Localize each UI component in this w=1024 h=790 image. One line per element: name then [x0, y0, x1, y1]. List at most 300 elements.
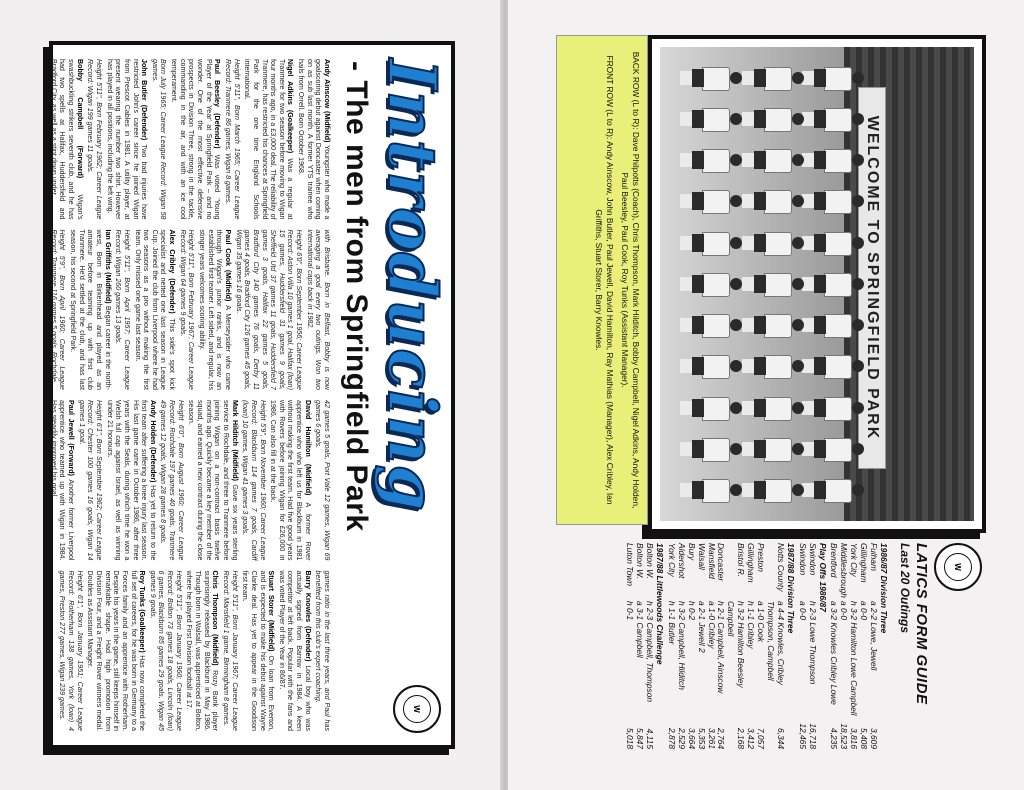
team-photo: [660, 47, 974, 521]
player-legs: [742, 318, 754, 332]
player-figure: [802, 477, 864, 503]
player-shirt: [702, 397, 730, 421]
player-name: John Butler (Defender): [140, 59, 149, 145]
player-shorts: [754, 357, 766, 375]
player-row: [802, 57, 864, 511]
player-figure: [680, 65, 742, 91]
player-shorts: [814, 192, 826, 210]
player-figure: [802, 106, 864, 132]
player-head: [792, 195, 804, 207]
player-name: Nigel Adkins (Goalkeeper): [286, 59, 295, 159]
player-shorts: [754, 110, 766, 128]
article-paragraph: [68, 230, 111, 391]
player-head: [792, 402, 804, 414]
player-shirt: [764, 67, 792, 91]
form-guide-attendance: 3,412: [746, 728, 757, 749]
form-guide-team: Doncaster: [716, 543, 727, 582]
paragraph-text: Height 5'11", Born January 1960; Career League Record: Bolton 73 games 18 goals, Lincoln (loan) 6 games, Blackburn 85 games 29 goals, Wigan 45 games 9 goals.: [148, 570, 183, 731]
player-shirt: [702, 273, 730, 297]
player-shirt: [764, 108, 792, 132]
club-crest-icon-small: [934, 543, 982, 591]
form-guide-team: Gillingham: [746, 543, 757, 583]
player-head: [730, 484, 742, 496]
paragraph-text: A Merseysider who came through Wigan's junior ranks, and is now an established first teamer. Left sided, and regular, his stinger years welcomes scoring ability.: [198, 229, 232, 390]
player-shorts: [754, 275, 766, 293]
player-figure: [742, 230, 804, 256]
form-guide-attendance: 2,878: [666, 728, 677, 749]
player-shorts: [692, 234, 704, 252]
player-legs: [742, 483, 754, 497]
paragraph-text: Born July 1965; Career League Record: Wigan 58 games.: [150, 59, 168, 220]
player-shorts: [814, 69, 826, 87]
player-legs: [742, 194, 754, 208]
player-name: David Hamilton (Midfield): [303, 400, 312, 503]
player-name: Mark Hilditch (Midfield): [230, 400, 239, 485]
player-legs: [680, 442, 692, 456]
player-legs: [680, 71, 692, 85]
form-guide-row: [807, 543, 817, 749]
paragraph-text: Another former Liverpool apprentice who teamed up with Wigan in 1984. Has steadily improved his goal: [49, 400, 76, 561]
player-head: [730, 154, 742, 166]
player-shirt: [702, 314, 730, 338]
article-paragraph: [314, 400, 331, 561]
player-shorts: [692, 151, 704, 169]
article-paragraph: [77, 400, 103, 561]
form-guide-team: York City: [849, 543, 860, 577]
player-shirt: [764, 232, 792, 256]
form-guide-attendance: 2,529: [676, 728, 687, 749]
form-guide-result: h 2-1 Campbell, Ainscow: [716, 601, 727, 694]
player-shorts: [754, 234, 766, 252]
player-head: [730, 319, 742, 331]
player-figure: [680, 230, 742, 256]
paragraph-text: Height 5'9", Born April 1960; Career League Record: Tranmere 116 games 5 goals, Rochdale: [49, 229, 67, 390]
player-legs: [742, 442, 754, 456]
player-head: [852, 402, 864, 414]
player-figure: [680, 188, 742, 214]
player-name: Chris Thompson (Midfield): [211, 570, 220, 671]
player-shorts: [814, 316, 826, 334]
player-head: [852, 113, 864, 125]
form-guide-table: [624, 543, 890, 749]
player-shorts: [814, 481, 826, 499]
player-shirt: [824, 67, 852, 91]
form-guide-result: h 1-1 Cribley: [746, 601, 757, 649]
player-shirt: [764, 190, 792, 214]
player-shorts: [692, 192, 704, 210]
player-legs: [742, 112, 754, 126]
player-head: [792, 278, 804, 290]
form-guide-attendance: 3,664: [686, 728, 697, 749]
paragraph-text: Height 5'11", Born February 1967; Career League Record: Wigan 64 games 9 goals.: [178, 229, 196, 390]
player-head: [792, 113, 804, 125]
player-shorts: [814, 110, 826, 128]
article-paragraph: [49, 230, 66, 391]
article-paragraph: [187, 400, 239, 561]
player-head: [730, 360, 742, 372]
player-legs: [680, 359, 692, 373]
player-legs: [742, 401, 754, 415]
player-figure: [742, 65, 804, 91]
paragraph-text: Height 5'9", Born November 1960; Career League Record: Blackburn 114 games 7 goals, Cardiff (loan) 10 games, Wigan 41 games 3 goals.: [241, 400, 267, 561]
article-column-4: [58, 570, 331, 732]
paragraph-text: Height 5'11", Born April 1957; Career League Record: Wigan 260 games 13 goals.: [114, 229, 131, 390]
player-name: Paul Beesley (Defender): [213, 59, 222, 155]
player-head: [730, 195, 742, 207]
player-name: Andy Holden (Defender): [148, 400, 157, 486]
form-guide-result: h 2-3 Campbell, Thompson: [645, 601, 656, 703]
form-guide-team: Aldershot: [676, 543, 687, 579]
article-paragraph: [305, 230, 331, 391]
player-shorts: [814, 399, 826, 417]
player-figure: [742, 436, 804, 462]
player-figure: [742, 271, 804, 297]
article-paragraph: [105, 59, 148, 220]
player-shirt: [702, 479, 730, 503]
article-paragraph: [133, 230, 176, 391]
player-figure: [802, 147, 864, 173]
player-shirt: [702, 232, 730, 256]
article-paragraph: [243, 59, 295, 220]
player-shirt: [702, 355, 730, 379]
form-guide-attendance: 5,018: [625, 728, 636, 749]
form-guide-subtitle: Last 20 Outings: [898, 543, 912, 634]
introducing-article: [49, 41, 455, 749]
stadium-banner: WELCOME TO SPRINGFIELD PARK: [858, 87, 886, 469]
player-shorts: [692, 275, 704, 293]
player-shorts: [692, 69, 704, 87]
player-shirt: [824, 479, 852, 503]
player-figure: [742, 106, 804, 132]
article-paragraph: [150, 59, 167, 220]
player-head: [792, 72, 804, 84]
form-guide-result: a 4-4 Knowles, Cribley Thompson, Campbell: [766, 601, 786, 685]
player-shorts: [754, 440, 766, 458]
form-guide-row: [868, 543, 878, 749]
player-head: [852, 360, 864, 372]
player-figure: [680, 395, 742, 421]
paragraph-text: Gave six years sterling service to Rochdale, and three to Tranmere before joining Wigan on a non-contract basis twelve months ago. Quickly became a key member of the squad, and earned a new contract during the close season.: [187, 400, 239, 561]
article-columns: [49, 59, 331, 731]
form-guide-section: 1987/88 Division Three: [785, 543, 796, 634]
article-paragraph: [185, 571, 220, 732]
article-title-script: Introducing: [373, 59, 451, 512]
player-figure: [802, 65, 864, 91]
form-guide-attendance: 4,115: [645, 728, 656, 749]
form-guide-title: LATICS FORM GUIDE: [913, 543, 930, 705]
player-shirt: [764, 273, 792, 297]
player-figure: [802, 271, 864, 297]
player-legs: [742, 359, 754, 373]
article-paragraph: [296, 59, 331, 220]
player-shirt: [702, 190, 730, 214]
player-legs: [742, 236, 754, 250]
article-column-1: [49, 59, 331, 220]
article-paragraph: [241, 400, 267, 561]
player-shorts: [754, 151, 766, 169]
form-guide-team: Notts County: [775, 543, 786, 592]
form-guide-section: Play Offs 1986/87: [817, 543, 828, 612]
form-guide-row: [848, 543, 858, 749]
player-shirt: [824, 397, 852, 421]
paragraph-text: Height 5'11", Born February 1962; Career League Record: Wigan 199 games 11 goals.: [86, 59, 103, 220]
player-head: [792, 237, 804, 249]
player-legs: [680, 112, 692, 126]
player-shirt: [764, 438, 792, 462]
paragraph-text: On loan from Everton, and is expected to make his debut against Wayne Clarke deal. Has yet to appear in the Goodison first team.: [241, 570, 276, 731]
paragraph-text: Has yet to return to the first team after suffering a knee injury last season. His last game came in October 1986, after three years with the Seals, during which time he won a Welsh full cap against Israel, as well as winning under 21 honours.: [105, 400, 157, 561]
form-guide-attendance: 12,465: [797, 723, 808, 749]
form-guide-row: [634, 543, 644, 749]
player-figure: [680, 436, 742, 462]
form-guide-attendance: 6,344: [775, 728, 786, 749]
player-shirt: [702, 438, 730, 462]
paragraph-text: Height 5'11", Born March 1965; Career League Record: Tranmere 86 games, Wigan 8 games.: [223, 59, 241, 220]
form-guide-team: York City: [666, 543, 677, 577]
player-head: [852, 237, 864, 249]
article-paragraph: [58, 571, 84, 732]
players-group: [664, 57, 864, 511]
article-paragraph: [223, 59, 240, 220]
paragraph-text: Was voted 'Young Player of the Year' at Springfield Park – and no wonder. One of the most effective defensive prospects in Division Three, strong in the tackle, commanding in the air, and with an ice cool temperament.: [170, 59, 222, 220]
player-shirt: [764, 314, 792, 338]
player-head: [792, 319, 804, 331]
form-guide-result: a 0-0: [797, 601, 808, 621]
form-guide-row: [676, 543, 686, 749]
player-head: [852, 319, 864, 331]
form-guide-attendance: 5,847: [635, 728, 646, 749]
form-guide-attendance: 7,057: [756, 728, 767, 749]
article-paragraph: [241, 571, 276, 732]
player-shorts: [754, 316, 766, 334]
form-guide-team: Swindon: [797, 543, 808, 576]
player-row: [680, 57, 742, 511]
form-guide-row: [686, 543, 696, 749]
player-head: [852, 278, 864, 290]
player-head: [792, 154, 804, 166]
player-name: Andy Ainscow (Midfield): [323, 59, 331, 146]
player-shirt: [824, 314, 852, 338]
player-figure: [680, 477, 742, 503]
player-shirt: [824, 190, 852, 214]
form-guide-row: [838, 543, 848, 749]
player-legs: [742, 277, 754, 291]
player-figure: [680, 312, 742, 338]
form-guide-row: [696, 543, 706, 749]
player-figure: [802, 395, 864, 421]
paragraph-text: Has now completed the full set of careers, for he was born in Germany to a Forces family and an apprentice with Rotherham. Despite his years in the game, still keeps himself in remarkable shape. Had high promotion from Division Four, and a Freight Rover winners medal. Doubles as Assistant Manager.: [86, 570, 147, 731]
form-guide-result: a 2-1 Jewell 2: [696, 601, 707, 653]
article-paragraph: [169, 59, 221, 220]
player-head: [852, 484, 864, 496]
paragraph-text: with Brisbane. Born in Belfast, Bobby is now averaging a goal every two outings. Won two international caps back in 1982.: [305, 229, 331, 390]
crest-inner: W: [403, 695, 431, 723]
player-legs: [742, 153, 754, 167]
paragraph-text: Youngster who made a goalscoring debut against Doncaster when coming on as sub last month. A former YTS trainee who hails from Orrell. Born October 1968.: [297, 59, 331, 220]
player-figure: [742, 353, 804, 379]
form-guide-result: h 0-2: [686, 601, 697, 621]
article-paragraph: [221, 571, 238, 732]
player-shorts: [754, 69, 766, 87]
form-guide-team: Preston: [756, 543, 767, 572]
paragraph-text: games ratio in the last three years, and Paul has benefited from this club's expert coaching.: [314, 570, 331, 731]
paragraph-text: Wigan's swashbuckling strikers seventh club, and he has had two spells at Halifax, Huddersfield and Bradford City, as well as a stint down under: [49, 59, 84, 220]
player-shorts: [692, 110, 704, 128]
player-row: [742, 57, 804, 511]
player-head: [852, 72, 864, 84]
player-legs: [680, 236, 692, 250]
paragraph-text: Height 6'0", Born September 1956; Career League Record: Aston Villa 10 games 1 goal, Halifax (loan) 15 games, Huddersfield 31 games 9 goals, Sheffield Utd 37 games 11 goals, Huddersfield 7 games 3 goals, Halifax 22 games 5 goals, Bradford City 140 games 76 goals, Derby 11 games 4 goals, Bradford City 126 games 45 goals, Wigan 35 games 16 goals.: [234, 229, 304, 390]
article-paragraph: [86, 571, 146, 732]
player-shorts: [814, 234, 826, 252]
form-guide-result: a 0-0: [839, 601, 850, 621]
form-guide-section: 1987/88 Littlewoods Challenge: [655, 543, 666, 665]
form-guide-result: a 3-1 Campbell: [635, 601, 646, 658]
player-legs: [680, 401, 692, 415]
form-guide-team: Bolton W.: [635, 543, 646, 579]
form-guide-result: a 1-0 Cribley: [706, 601, 717, 649]
player-legs: [680, 277, 692, 291]
player-shorts: [814, 275, 826, 293]
form-guide-team: Walsall: [696, 543, 707, 570]
form-guide-team: Brentford: [829, 543, 840, 578]
paragraph-text: Height 6'1", Born September 1962; Career League Record: Chester 100 games 16 goals, Wigan 14 games 1 goal.: [77, 400, 103, 561]
player-figure: [742, 477, 804, 503]
form-guide-team: Middlesbrough: [839, 543, 850, 598]
form-guide-result: h 1-1 Butler: [666, 601, 677, 645]
player-shirt: [702, 149, 730, 173]
paragraph-text: Two bad injuries have restricted John's career since he joined Wigan from Prescot Cables in 1981. A utility player, at present wearing the number two shirt. However has played in all positions, including the left wing.: [105, 59, 149, 220]
paragraph-text: Height 6'0", Born August 1960; Career League Record: Rochdale 197 games 40 goals, Tranmere 49 games 12 goals, Wigan 28 games 8 goals.: [159, 400, 185, 561]
player-figure: [680, 147, 742, 173]
article-column-3: [49, 400, 331, 561]
player-shorts: [754, 192, 766, 210]
article-paragraph: [159, 400, 185, 561]
player-head: [730, 443, 742, 455]
paragraph-text: Height 5'11", Born January 1967; Career League Record: Mansfield 1 game, Birmingham 8 games.: [221, 570, 239, 731]
player-shirt: [824, 273, 852, 297]
player-figure: [802, 312, 864, 338]
form-guide-attendance: 4,235: [829, 728, 840, 749]
player-figure: [680, 271, 742, 297]
form-guide-row: [797, 543, 807, 749]
player-shorts: [692, 399, 704, 417]
player-figure: [802, 436, 864, 462]
form-guide-row: [624, 543, 634, 749]
player-head: [730, 278, 742, 290]
player-name: Ian Griffiths (Midfield): [103, 229, 112, 306]
paragraph-text: This side's spot kick specialist and netted one last season in League Cup. Joined the club from Liverpool where he had two seasons as a pro without making the first team. Only missed one game last season.: [133, 229, 177, 390]
player-head: [730, 237, 742, 249]
article-paragraph: [269, 400, 312, 561]
player-shirt: [824, 355, 852, 379]
form-guide-result: h 0-1: [625, 601, 636, 621]
player-figure: [680, 353, 742, 379]
form-guide-attendance: 5,408: [859, 728, 870, 749]
article-column-2: [49, 229, 331, 391]
article-paragraph: [86, 59, 103, 220]
player-shirt: [764, 355, 792, 379]
player-legs: [742, 71, 754, 85]
form-guide: [546, 535, 986, 755]
paragraph-text: Rozy Bank player surprisingly released by Blackburn in May 1986. Though born in Walsall, was apprenticed at Bolton, where he played First Division football at 17.: [185, 570, 220, 731]
player-figure: [742, 312, 804, 338]
club-crest-icon: [393, 685, 441, 733]
right-page: [508, 0, 1024, 790]
player-shorts: [814, 357, 826, 375]
form-guide-result: a 2-2 Lowe, Jewell: [869, 601, 880, 671]
player-head: [730, 113, 742, 125]
player-figure: [802, 230, 864, 256]
form-guide-attendance: 3,816: [849, 728, 860, 749]
form-guide-row: [644, 543, 654, 749]
player-shorts: [692, 357, 704, 375]
form-guide-result: a 3-2 Knowles Cribley Lowe: [829, 601, 840, 705]
player-figure: [802, 188, 864, 214]
form-guide-result: h 3-2 Hamilton Beesley Campbell: [726, 601, 747, 688]
article-paragraph: [114, 230, 131, 391]
paragraph-text: A former Rover apprentice who who left us for Blackburn in 1981 without making the first team. Had five good years with Rovers before joining Wigan for £26,000 in 1986. Can also fill in at the back.: [269, 400, 312, 561]
left-page: [0, 0, 504, 790]
player-shorts: [754, 481, 766, 499]
crest-inner-small: W: [944, 553, 972, 581]
player-shirt: [824, 108, 852, 132]
player-name: Bobby Campbell (Forward): [75, 59, 84, 195]
player-name: Paul Cook (Midfield): [223, 229, 232, 306]
form-guide-attendance: 16,718: [807, 723, 818, 749]
article-paragraph: [178, 230, 195, 391]
player-shirt: [824, 438, 852, 462]
form-guide-attendance: 3,609: [869, 728, 880, 749]
form-guide-team: Luton Town: [625, 543, 636, 586]
form-guide-row: [765, 543, 785, 749]
player-name: Paul Jewell (Forward): [67, 400, 76, 480]
player-legs: [680, 318, 692, 332]
player-shirt: [702, 67, 730, 91]
player-head: [730, 72, 742, 84]
form-guide-row: [745, 543, 755, 749]
form-guide-team: Gillingham: [859, 543, 870, 583]
player-shirt: [764, 149, 792, 173]
paragraph-text: Began career in the north-west, Born in Birkenhead and played as an amateur before teaming up with first club Tranmere. He'd settled at the club, and has last season, his second at Springfield Park.: [69, 229, 112, 390]
player-name: Barry Knowles (Defender): [303, 570, 312, 666]
player-head: [792, 484, 804, 496]
form-guide-result: a 1-0 Cook: [756, 601, 767, 642]
article-subtitle: - The men from Springfield Park: [340, 61, 373, 532]
form-guide-attendance: 3,261: [706, 728, 717, 749]
paragraph-text: 42 games 5 goals, Port Vale 12 games, Wigan 69 games 6 goals.: [314, 400, 331, 561]
player-shirt: [764, 479, 792, 503]
player-figure: [742, 395, 804, 421]
player-shorts: [692, 440, 704, 458]
player-shirt: [764, 397, 792, 421]
paragraph-text: Local boy who was actually signed from Barrow in 1984. A keen competitor at left back. Popular with the fans and was voted Player of the Year in 86/87.: [277, 570, 312, 731]
player-shorts: [692, 481, 704, 499]
form-guide-result: a 0-0: [859, 601, 870, 621]
form-guide-result: h 2-3 Lowe Thompson: [807, 601, 818, 685]
article-paragraph: [277, 571, 312, 732]
form-guide-row: [726, 543, 746, 749]
form-guide-result: h 3-2 Hamilton Lowe Campbell: [849, 601, 860, 716]
form-guide-row: [858, 543, 868, 749]
player-figure: [742, 188, 804, 214]
player-shorts: [692, 316, 704, 334]
player-head: [792, 360, 804, 372]
form-guide-team: Bristol R.: [736, 543, 747, 577]
player-name: Alex Cribley (Defender): [168, 229, 177, 319]
form-guide-row: [706, 543, 716, 749]
player-shirt: [824, 149, 852, 173]
